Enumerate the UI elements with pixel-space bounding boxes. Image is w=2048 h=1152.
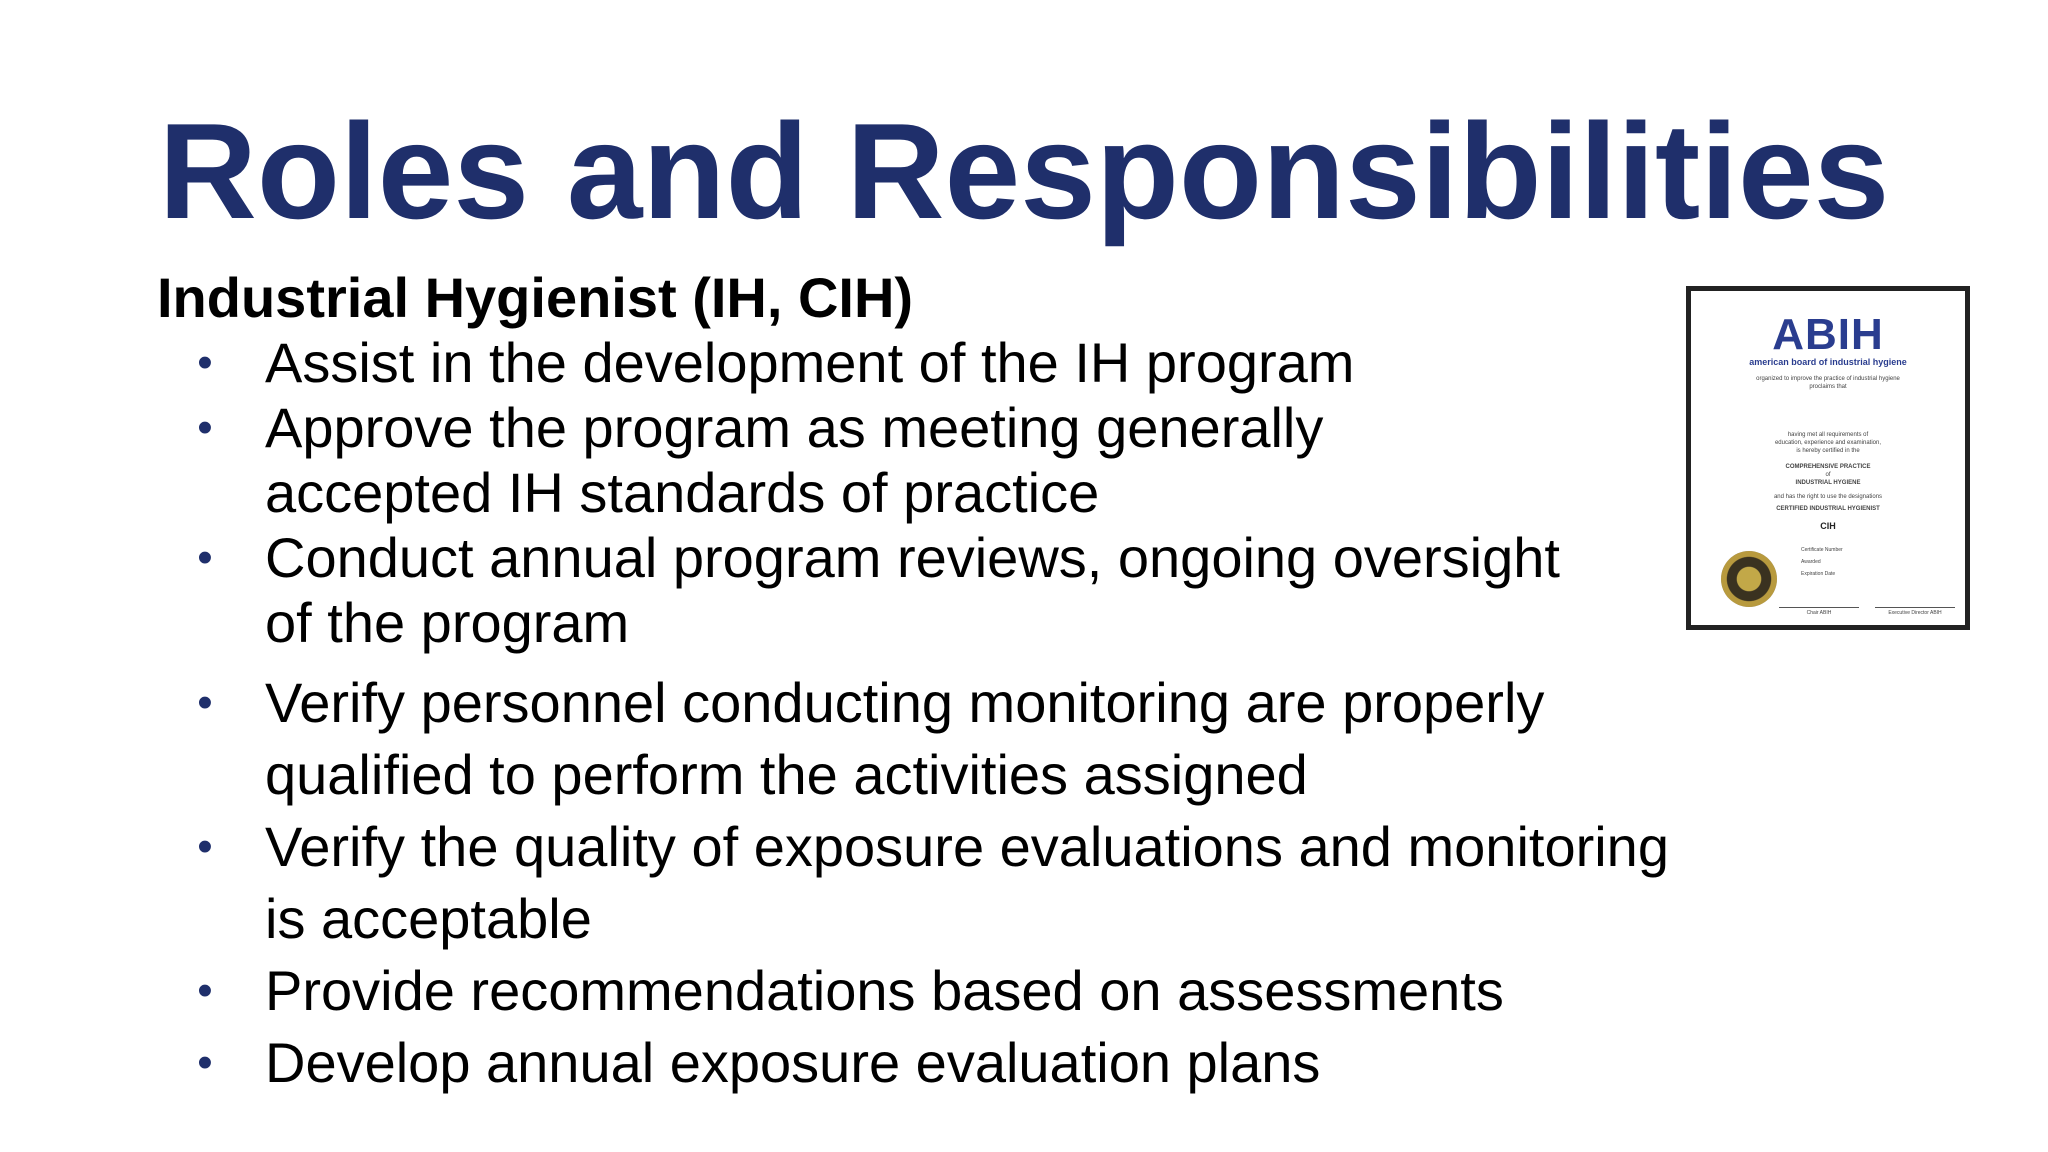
certificate-line: COMPREHENSIVE PRACTICE [1785, 464, 1871, 470]
bullet-dot-icon: • [197, 533, 213, 582]
bullet-text: Develop annual exposure evaluation plans [265, 1031, 1321, 1094]
bullet-text: qualified to perform the activities assigned [265, 743, 1308, 806]
role-heading: Industrial Hygienist (IH, CIH) [157, 266, 914, 329]
responsibility-list [190, 330, 1810, 1099]
bullet-text: Verify the quality of exposure evaluations and monitoring [265, 815, 1669, 878]
certificate-line: of [1825, 472, 1831, 478]
bullet-item [190, 811, 1810, 955]
certificate-signature: Chair ABIH [1779, 607, 1859, 616]
certificate-field: Certificate Number [1801, 547, 1843, 553]
bullet-item [190, 1027, 1810, 1099]
bullet-dot-icon: • [197, 678, 213, 727]
certificate-field: Awarded [1801, 559, 1821, 565]
certificate-signature: Executive Director ABIH [1875, 607, 1955, 616]
bullet-text: Verify personnel conducting monitoring are properly [265, 671, 1545, 734]
bullet-dot-icon: • [197, 403, 213, 452]
bullet-item [190, 955, 1810, 1027]
bullet-text: Approve the program as meeting generally [265, 396, 1324, 459]
bullet-text: Provide recommendations based on assessments [265, 959, 1504, 1022]
abih-logo: ABIH [1772, 310, 1884, 359]
certificate-designation: CIH [1820, 521, 1836, 531]
bullet-dot-icon: • [197, 822, 213, 871]
seal-icon [1721, 551, 1777, 607]
bullet-item [190, 525, 1810, 655]
bullet-item [190, 330, 1810, 395]
certificate-line: and has the right to use the designations [1773, 494, 1883, 500]
certificate-line: organized to improve the practice of industrial hygiene [1756, 376, 1900, 382]
bullet-item [190, 667, 1810, 811]
certificate-line: having met all requirements of [1787, 432, 1869, 438]
cih-certificate-image [1686, 286, 1970, 630]
bullet-text: Conduct annual program reviews, ongoing oversight [265, 526, 1560, 589]
certificate-line: proclaims that [1809, 384, 1847, 390]
bullet-dot-icon: • [197, 966, 213, 1015]
bullet-text: is acceptable [265, 887, 592, 950]
bullet-text: accepted IH standards of practice [265, 461, 1100, 524]
certificate-org: american board of industrial hygiene [1749, 357, 1907, 367]
certificate-line: is hereby certified in the [1796, 448, 1860, 454]
bullet-text: Assist in the development of the IH program [265, 331, 1355, 394]
slide-title: Roles and Responsibilities [158, 95, 1890, 247]
certificate-field: Expiration Date [1801, 571, 1836, 577]
bullet-dot-icon: • [197, 1038, 213, 1087]
certificate-line: INDUSTRIAL HYGIENE [1795, 480, 1861, 486]
bullet-text: of the program [265, 591, 630, 654]
certificate-line: education, experience and examination, [1774, 440, 1882, 446]
bullet-item [190, 395, 1810, 525]
bullet-dot-icon: • [197, 338, 213, 387]
certificate-line: CERTIFIED INDUSTRIAL HYGIENIST [1776, 506, 1880, 512]
